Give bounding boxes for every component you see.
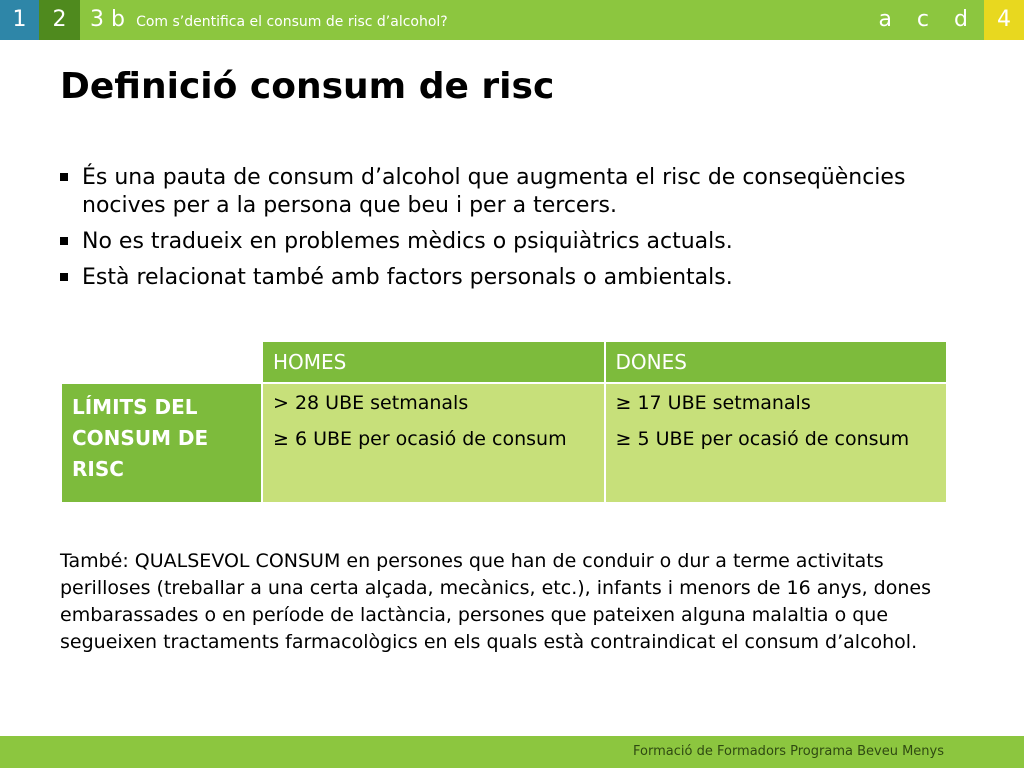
cell-dones (605, 383, 948, 503)
header-dones: DONES (605, 341, 948, 383)
subsection-links (860, 0, 968, 40)
footer-credit: Formació de Formadors Programa Beveu Menys (633, 744, 944, 759)
section-title: Com s’dentifica el consum de risc d’alcohol? (136, 14, 448, 30)
section-number[interactable]: 3 b (90, 7, 125, 32)
row-label-limits: LÍMITS DEL CONSUM DE RISC (61, 383, 262, 503)
nav-link-a[interactable]: a (878, 7, 892, 32)
dones-weekly-limit: ≥ 17 UBE setmanals (615, 392, 811, 414)
bullet-text: Està relacionat també amb factors personals o ambientals. (82, 265, 733, 290)
nav-link-d[interactable]: d (954, 7, 968, 32)
bullet-item (60, 228, 960, 256)
risk-limits-table (60, 340, 948, 504)
square-bullet-icon (60, 173, 68, 181)
bullet-text: És una pauta de consum d’alcohol que augmenta el risc de conseqüències nocives per a la persona que beu i per a tercers. (82, 165, 906, 218)
empty-corner-cell (61, 341, 262, 383)
nav-tab-2[interactable]: 2 (39, 0, 80, 40)
homes-weekly-limit: > 28 UBE setmanals (273, 392, 469, 414)
nav-tab-4[interactable]: 4 (984, 0, 1024, 40)
bullet-text: No es tradueix en problemes mèdics o psiquiàtrics actuals. (82, 229, 733, 254)
header-homes: HOMES (262, 341, 605, 383)
square-bullet-icon (60, 237, 68, 245)
homes-occasion-limit: ≥ 6 UBE per ocasió de consum (273, 428, 567, 450)
top-navigation-bar (0, 0, 1024, 40)
footer-bar (0, 736, 1024, 768)
bullet-item (60, 264, 960, 292)
table-row (61, 383, 947, 503)
nav-link-c[interactable]: c (916, 7, 930, 32)
bullet-list (60, 164, 960, 300)
page-title: Definició consum de risc (60, 66, 555, 107)
additional-note: També: QUALSEVOL CONSUM en persones que han de conduir o dur a terme activitats perilloses (treballar a una certa alçada, mecànics, etc.), infants i menors de 16 anys, dones embarassades o en període de lactància, persones que pateixen alguna malaltia o que segueixen tractaments farmacològics en els quals està contraindicat el consum d’alcohol. (60, 550, 931, 653)
table-header-row (61, 341, 947, 383)
section-heading (90, 0, 448, 40)
nav-tab-1[interactable]: 1 (0, 0, 39, 40)
cell-homes (262, 383, 605, 503)
square-bullet-icon (60, 273, 68, 281)
bullet-item (60, 164, 960, 220)
dones-occasion-limit: ≥ 5 UBE per ocasió de consum (615, 428, 910, 450)
